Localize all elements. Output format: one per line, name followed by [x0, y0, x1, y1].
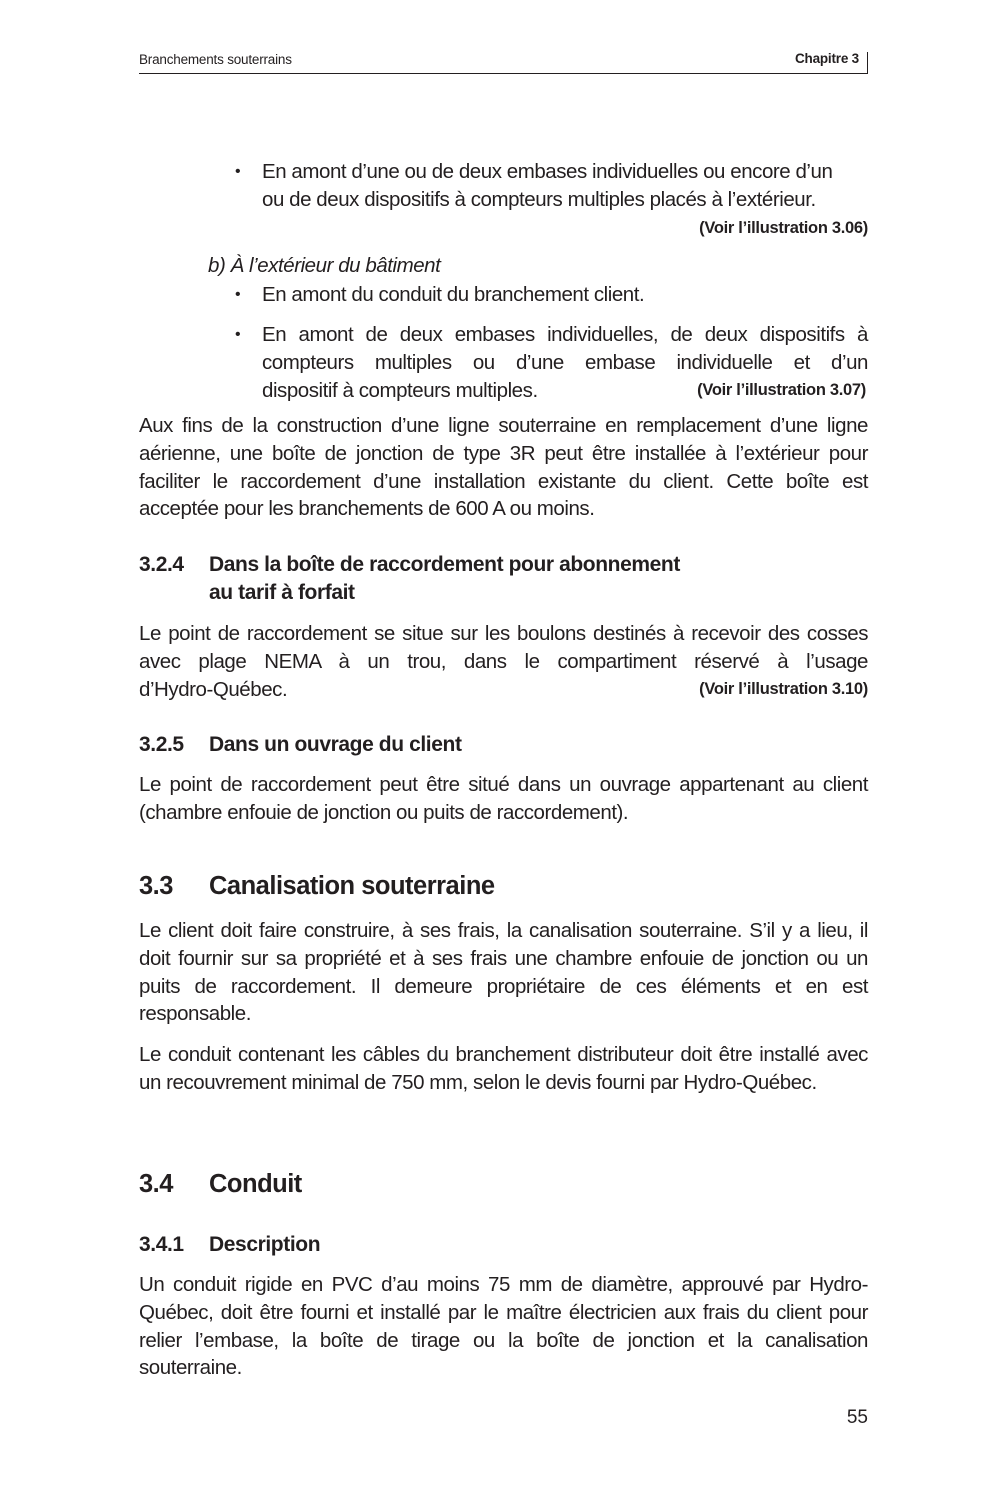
section-heading-3-2-5 — [139, 731, 462, 759]
running-header-section: Branchements souterrains — [139, 52, 292, 67]
bullet-text: En amont de deux embases individuelles, de deux dispositifs à compteurs multiples ou d’une embase individuelle et d’un — [262, 323, 868, 374]
section-number: 3.2.5 — [139, 733, 184, 756]
bullet-line: ou de deux dispositifs à compteurs multiples placés à l’extérieur. — [262, 187, 816, 211]
list-item — [235, 158, 868, 241]
bullet-icon: • — [235, 326, 241, 343]
paragraph: Le point de raccordement se situe sur les boulons destinés à recevoir des cosses avec plage NEMA à un trou, dans le compartiment réservé à l’usage — [139, 622, 868, 673]
list-item — [235, 321, 868, 377]
subsection-label: b) À l’extérieur du bâtiment — [208, 254, 441, 277]
section-number: 3.4 — [139, 1170, 173, 1198]
illustration-reference: (Voir l’illustration 3.10) — [699, 680, 868, 698]
section-number: 3.3 — [139, 872, 173, 900]
illustration-reference: (Voir l’illustration 3.07) — [697, 381, 866, 399]
bullet-text: En amont du conduit du branchement client. — [262, 283, 645, 306]
paragraph: Un conduit rigide en PVC d’au moins 75 mm de diamètre, approuvé par Hydro-Québec, doit être fourni et installé par le maître électricien aux frais du client pour relier l’embase, la boîte de tirage ou la boîte de jonction et la canalisation souterraine. — [139, 1273, 868, 1380]
paragraph: Aux fins de la construction d’une ligne souterraine en remplacement d’une ligne aérienne, une boîte de jonction de type 3R peut être installée à l’extérieur pour faciliter le raccordement d’une installation existante du client. Cette boîte est acceptée pour les branchements de 600 A ou moins. — [139, 414, 868, 521]
reference-row — [262, 214, 868, 241]
section-heading-3-3 — [139, 872, 495, 901]
bullet-icon: • — [235, 286, 241, 303]
section-title: Conduit — [209, 1170, 302, 1198]
running-header-chapter: Chapitre 3 — [794, 51, 859, 66]
section-heading-3-2-4 — [139, 551, 680, 607]
section-number: 3.2.4 — [139, 553, 184, 576]
running-header — [139, 50, 868, 74]
paragraph: Le conduit contenant les câbles du branchement distributeur doit être installé avec un recouvrement minimal de 750 mm, selon le devis fourni par Hydro-Québec. — [139, 1043, 868, 1094]
list-item-continuation — [262, 377, 868, 405]
bullet-text-last-line: dispositif à compteurs multiples. — [262, 379, 538, 402]
section-title: Canalisation souterraine — [209, 872, 495, 900]
section-title-continued: au tarif à forfait — [209, 581, 355, 604]
header-rule-tick — [867, 52, 868, 73]
bullet-line: En amont d’une ou de deux embases individuelles ou encore d’un — [262, 160, 833, 183]
page-number: 55 — [846, 1407, 868, 1428]
section-heading-3-4 — [139, 1170, 302, 1199]
list-item — [235, 281, 868, 309]
section-number: 3.4.1 — [139, 1233, 184, 1256]
paragraph-text: d’Hydro-Québec. — [139, 678, 288, 701]
section-heading-3-4-1 — [139, 1231, 320, 1259]
paragraph: Le client doit faire construire, à ses frais, la canalisation souterraine. S’il y a lieu, il doit fournir sur sa propriété et à ses frais une chambre enfouie de jonction ou un puits de raccordement. Il demeure propriétaire de ces éléments et en est responsable. — [139, 919, 868, 1026]
paragraph: Le point de raccordement peut être situé dans un ouvrage appartenant au client (chambre enfouie de jonction ou puits de raccordement). — [139, 773, 868, 824]
section-title: Dans la boîte de raccordement pour abonnement — [209, 553, 680, 576]
paragraph-last-line — [139, 676, 868, 704]
bullet-icon: • — [235, 163, 241, 180]
section-title: Dans un ouvrage du client — [209, 733, 462, 756]
section-title: Description — [209, 1233, 321, 1256]
illustration-reference: (Voir l’illustration 3.06) — [699, 218, 868, 237]
